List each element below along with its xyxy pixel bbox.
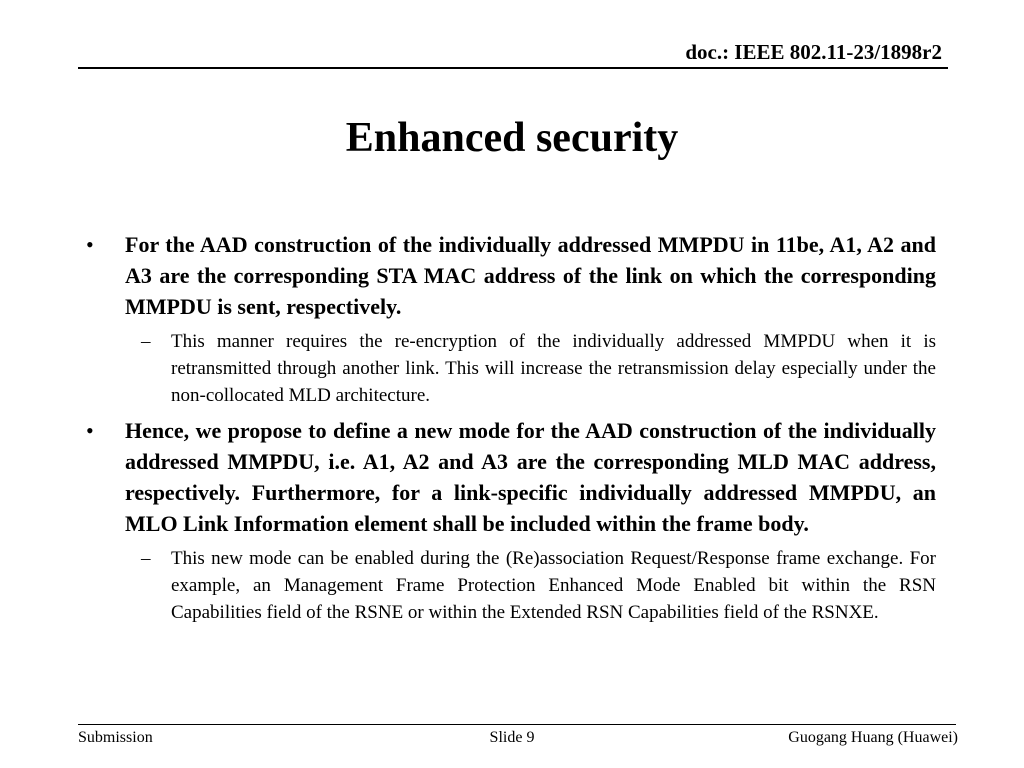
bullet-text: For the AAD construction of the individually addressed MMPDU in 11be, A1, A2 and A3 are the corresponding STA MAC address of the link on which the corresponding MMPDU is sent, respectively. — [125, 232, 936, 319]
sub-bullet-marker: – — [141, 548, 151, 569]
bullet-marker: • — [86, 418, 94, 443]
footer-slide-number: Slide 9 — [489, 729, 535, 746]
sub-bullet-item — [86, 545, 936, 626]
footer-author: Guogang Huang (Huawei) — [788, 729, 958, 746]
bullet-item — [86, 229, 936, 322]
document-id: doc.: IEEE 802.11-23/1898r2 — [685, 40, 942, 64]
sub-bullet-item — [86, 328, 936, 409]
slide-title: Enhanced security — [345, 115, 679, 161]
bullet-item — [86, 415, 936, 539]
sub-bullet-text: This manner requires the re-encryption of the individually addressed MMPDU when it is retransmitted through another link. This will increase the retransmission delay especially under the non-collocated MLD architecture. — [171, 331, 936, 406]
footer-submission: Submission — [78, 729, 153, 746]
header-divider — [78, 67, 948, 69]
slide-body — [86, 229, 936, 626]
sub-bullet-marker: – — [141, 331, 151, 352]
bullet-marker: • — [86, 232, 94, 257]
sub-bullet-text: This new mode can be enabled during the (Re)association Request/Response frame exchange. For example, an Management Frame Protection Enhanced Mode Enabled bit within the RSN Capabilities field of the RSNE or within the Extended RSN Capabilities field of the RSNXE. — [171, 548, 936, 623]
footer-divider — [78, 724, 956, 725]
bullet-text: Hence, we propose to define a new mode for the AAD construction of the individually addressed MMPDU, i.e. A1, A2 and A3 are the corresponding MLD MAC address, respectively. Furthermore, for a link-specific individually addressed MMPDU, an MLO Link Information element shall be included within the frame body. — [125, 418, 936, 536]
